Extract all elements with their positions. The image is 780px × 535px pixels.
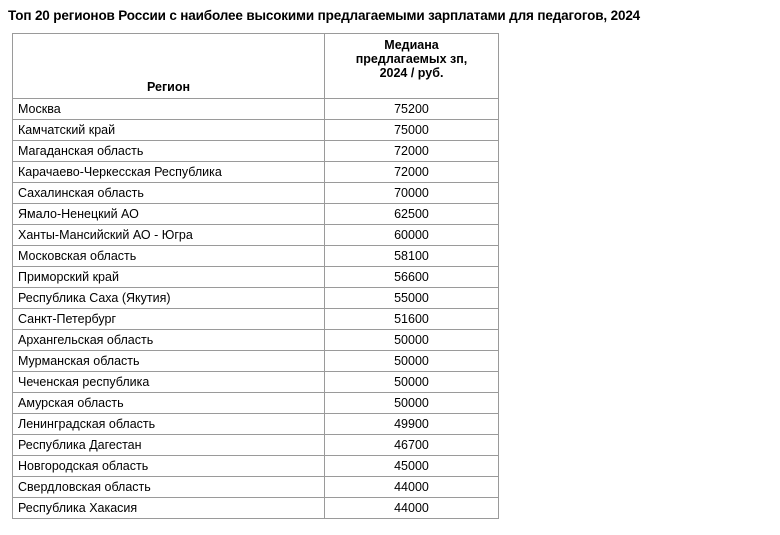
table-row: [13, 141, 499, 162]
table-row: [13, 330, 499, 351]
table-row: [13, 351, 499, 372]
table-row: [13, 225, 499, 246]
cell-median-salary: 49900: [325, 414, 499, 435]
cell-median-salary: 45000: [325, 456, 499, 477]
column-header-region: Регион: [13, 34, 325, 99]
cell-region: Москва: [13, 99, 325, 120]
cell-median-salary: 50000: [325, 393, 499, 414]
cell-region: Мурманская область: [13, 351, 325, 372]
table-row: [13, 309, 499, 330]
cell-region: Сахалинская область: [13, 183, 325, 204]
table-row: [13, 435, 499, 456]
table-row: [13, 414, 499, 435]
cell-median-salary: 72000: [325, 162, 499, 183]
cell-region: Республика Саха (Якутия): [13, 288, 325, 309]
table-row: [13, 183, 499, 204]
column-header-median-salary: [325, 34, 499, 99]
cell-region: Санкт-Петербург: [13, 309, 325, 330]
cell-median-salary: 44000: [325, 477, 499, 498]
cell-median-salary: 72000: [325, 141, 499, 162]
cell-median-salary: 44000: [325, 498, 499, 519]
cell-region: Свердловская область: [13, 477, 325, 498]
cell-region: Республика Хакасия: [13, 498, 325, 519]
cell-region: Ленинградская область: [13, 414, 325, 435]
cell-region: Камчатский край: [13, 120, 325, 141]
table-row: [13, 477, 499, 498]
cell-median-salary: 46700: [325, 435, 499, 456]
table-row: [13, 288, 499, 309]
table-row: [13, 204, 499, 225]
cell-region: Московская область: [13, 246, 325, 267]
page-title: Топ 20 регионов России с наиболее высокими предлагаемыми зарплатами для педагогов, 2024: [8, 8, 641, 23]
table-header: [13, 34, 499, 99]
table-body: [13, 99, 499, 519]
cell-median-salary: 75000: [325, 120, 499, 141]
cell-median-salary: 60000: [325, 225, 499, 246]
cell-median-salary: 75200: [325, 99, 499, 120]
cell-region: Архангельская область: [13, 330, 325, 351]
cell-region: Магаданская область: [13, 141, 325, 162]
cell-median-salary: 51600: [325, 309, 499, 330]
table-row: [13, 99, 499, 120]
cell-median-salary: 70000: [325, 183, 499, 204]
cell-region: Чеченская республика: [13, 372, 325, 393]
cell-region: Новгородская область: [13, 456, 325, 477]
cell-median-salary: 55000: [325, 288, 499, 309]
table-row: [13, 162, 499, 183]
table-row: [13, 246, 499, 267]
cell-median-salary: 50000: [325, 351, 499, 372]
cell-region: Ханты-Мансийский АО - Югра: [13, 225, 325, 246]
table-row: [13, 393, 499, 414]
table-row: [13, 498, 499, 519]
cell-median-salary: 50000: [325, 372, 499, 393]
cell-median-salary: 58100: [325, 246, 499, 267]
table-row: [13, 267, 499, 288]
cell-region: Республика Дагестан: [13, 435, 325, 456]
cell-median-salary: 56600: [325, 267, 499, 288]
table-row: [13, 120, 499, 141]
cell-region: Приморский край: [13, 267, 325, 288]
cell-region: Карачаево-Черкесская Республика: [13, 162, 325, 183]
column-header-median-salary-line3: 2024 / руб.: [379, 66, 444, 80]
table-row: [13, 456, 499, 477]
column-header-median-salary-line1: Медиана: [384, 38, 439, 52]
table-header-row: [13, 34, 499, 99]
table-row: [13, 372, 499, 393]
salary-table: [12, 33, 499, 519]
column-header-median-salary-line2: предлагаемых зп,: [355, 52, 468, 66]
cell-region: Амурская область: [13, 393, 325, 414]
cell-median-salary: 50000: [325, 330, 499, 351]
cell-median-salary: 62500: [325, 204, 499, 225]
cell-region: Ямало-Ненецкий АО: [13, 204, 325, 225]
